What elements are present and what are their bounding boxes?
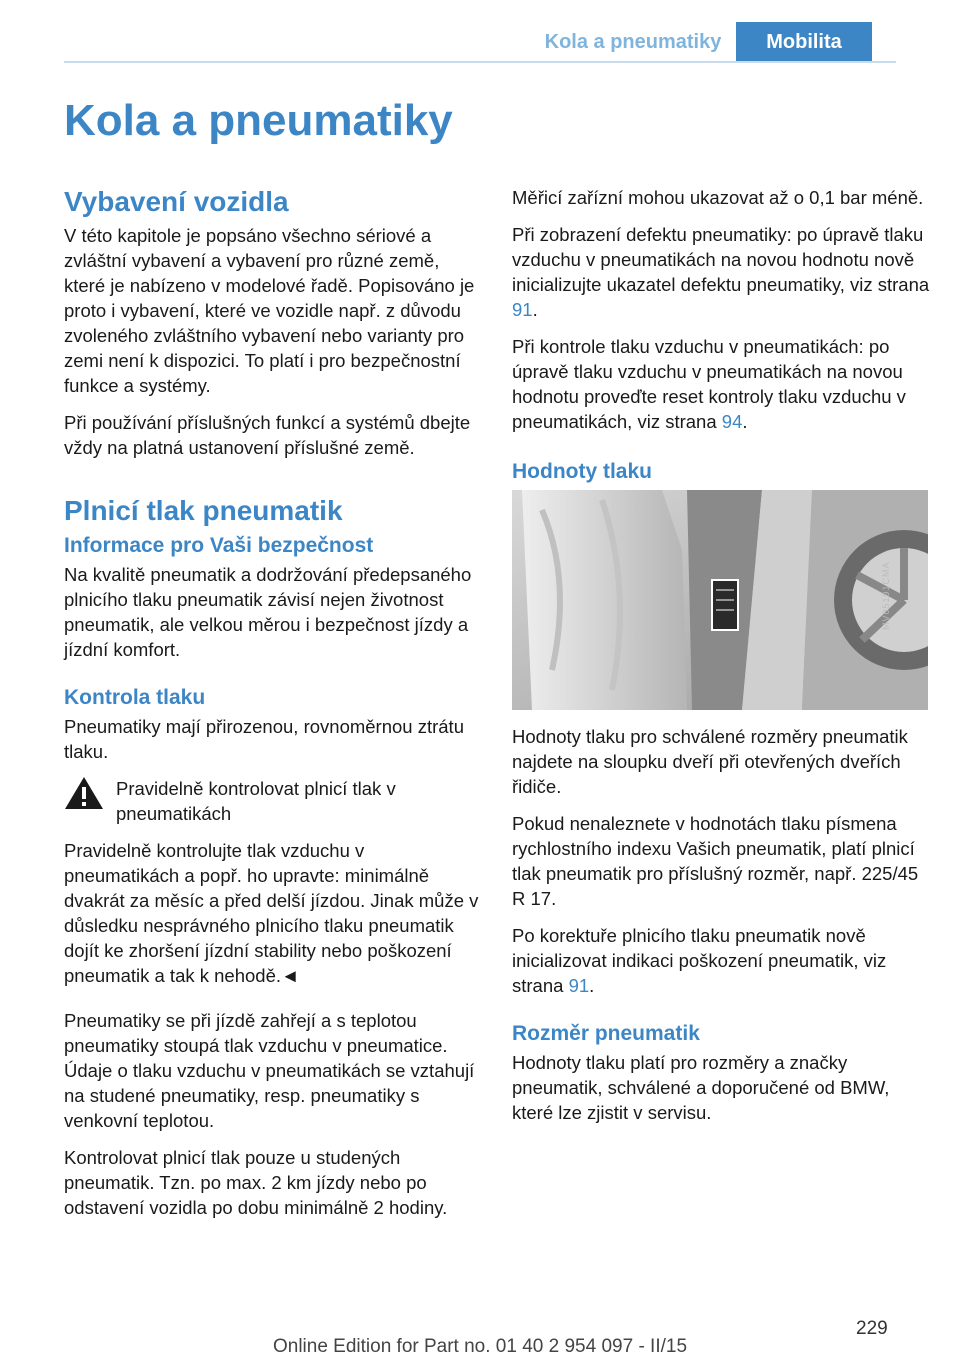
page-link-91[interactable]: 91 [512,299,533,320]
image-code: MV05191CMA [881,561,892,630]
heading-tire-size: Rozměr pneumatik [512,1022,700,1045]
header-section-tab[interactable]: Kola a pneumatiky [544,30,722,53]
header-chapter-tab[interactable]: Mobilita [736,22,872,62]
paragraph: Měřicí zařízní mohou ukazovat až o 0,1 bar méně. [512,187,924,208]
paragraph: Při kontrole tlaku vzduchu v pneumatikách: po úpravě tlaku vzduchu v pneumatikách na novou hodnotu proveďte reset kontroly tlaku vzduchu v pneumatikách, viz strana 94. [512,336,906,432]
paragraph: Na kvalitě pneumatik a dodržování předepsaného plnicího tlaku pneumatik závisí nejen životnost pneumatik, ale velkou měrou i bezpečnost jízdy a jízdní komfort. [64,564,472,660]
paragraph: Při používání příslušných funkcí a systémů dbejte vždy na platná ustanovení příslušné země. [64,412,471,458]
page-link-94[interactable]: 94 [721,411,743,432]
paragraph: Pneumatiky se při jízdě zahřejí a s teplotou pneumatiky stoupá tlak vzduchu v pneumatice. Údaje o tlaku vzduchu v pneumatikách se vztahují na studené pneumatiky, resp. pneumatiky s venkovní teplotou. [64,1010,475,1131]
heading-tire-pressure: Plnicí tlak pneumatik [64,495,343,526]
page-number: 229 [856,1318,888,1339]
paragraph: Hodnoty tlaku pro schválené rozměry pneumatik najdete na sloupku dveří při otevřených dveřích řidiče. [512,726,908,797]
page-title: Kola a pneumatiky [64,96,453,145]
header-divider [64,61,896,63]
right-column [512,185,934,1137]
warning-icon [64,776,104,810]
footer-edition: Online Edition for Part no. 01 40 2 954 097 - II/15 [272,1336,688,1357]
left-column [64,185,482,1232]
page-link-91[interactable]: 91 [568,975,590,996]
heading-equipment: Vybavení vozidla [64,186,289,217]
heading-safety: Informace pro Vaši bezpečnost [64,534,374,557]
door-pillar-photo [512,490,928,710]
paragraph: Pravidelně kontrolujte tlak vzduchu v pneumatikách a popř. ho upravte: minimálně dvakrát za měsíc a před delší jízdou. Jinak může v důsledku nesprávného plnicího tlaku pneumatik dojít ke zhoršení jízdní stability nebo poškození pneumatik a tak k nehodě.◄ [64,840,479,986]
paragraph: Pokud nenaleznete v hodnotách tlaku písmena rychlostního indexu Vašich pneumatik, platí plnicí tlak pneumatik pro příslušný rozměr, např. 225/45 R 17. [512,813,919,909]
warning-text: Pravidelně kontrolovat plnicí tlak v pneumatikách [116,778,396,824]
paragraph: Kontrolovat plnicí tlak pouze u studených pneumatik. Tzn. po max. 2 km jízdy nebo po odstavení vozidla po dobu minimálně 2 hodiny. [64,1147,448,1218]
paragraph: V této kapitole je popsáno všechno sériové a zvláštní vybavení a vybavení pro různé země, které je nabízeno v modelové řadě. Popisováno je proto i vybavení, které ve vozidle např. z důvodu zvoleného zvláštního vybavení nebo varianty pro zemi není k dispozici. To platí i pro bezpečnostní funkce a systémy. [64,225,475,396]
paragraph: Pneumatiky mají přirozenou, rovnoměrnou ztrátu tlaku. [64,716,464,762]
heading-pressure-check: Kontrola tlaku [64,686,206,709]
page-header [0,0,960,62]
heading-pressure-values: Hodnoty tlaku [512,460,652,483]
tire-pressure-label-image [512,490,928,710]
warning-box [64,776,482,826]
paragraph: Po korektuře plnicího tlaku pneumatik nově inicializovat indikaci poškození pneumatik, viz strana 91. [512,925,887,996]
paragraph: Při zobrazení defektu pneumatiky: po úpravě tlaku vzduchu v pneumatikách na novou hodnotu nově inicializujte ukazatel defektu pneumatiky, viz strana 91. [512,224,930,320]
paragraph: Hodnoty tlaku platí pro rozměry a značky pneumatik, schválené a doporučené od BMW, které lze zjistit v servisu. [512,1052,890,1123]
